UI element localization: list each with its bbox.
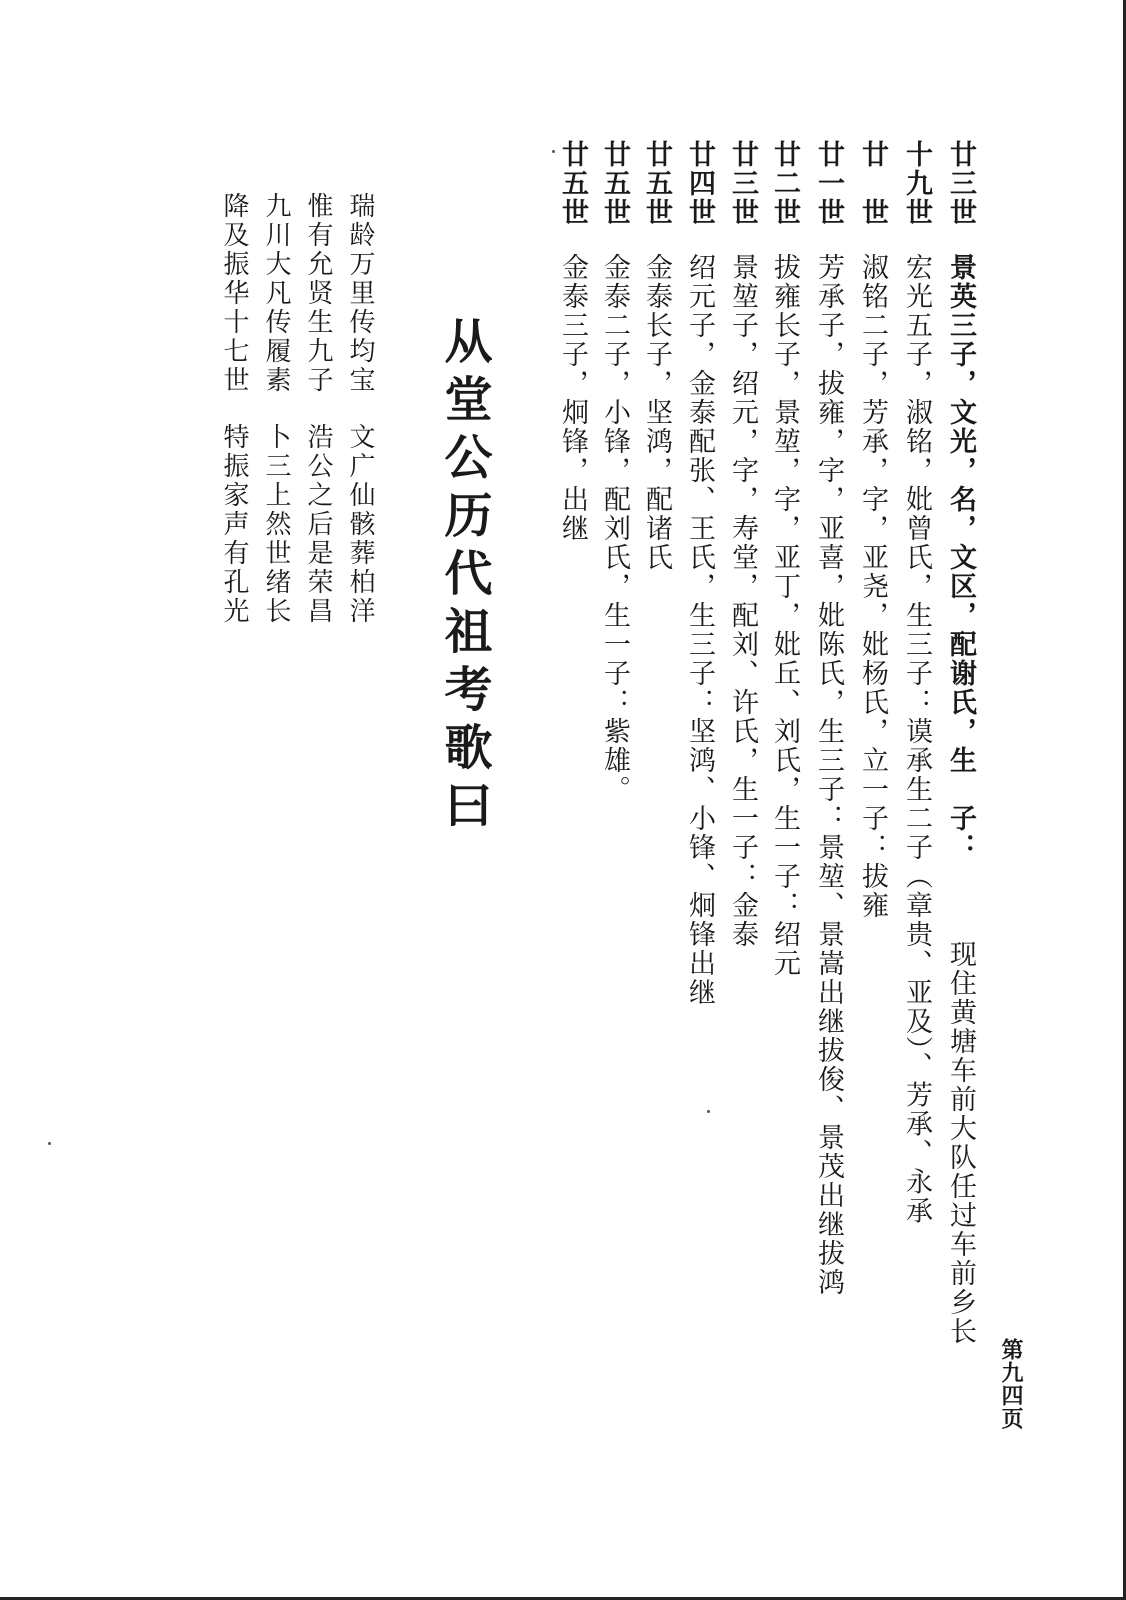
poem-line-second: 文广仙骸葬柏洋: [345, 423, 375, 626]
genealogy-entry: [601, 140, 628, 804]
generation-label: 廿三世: [727, 140, 758, 227]
scan-speck: [707, 1110, 710, 1113]
entry-text: 拔雍长子，景堃，字，亚丁，妣丘、刘氏，生一子：绍元: [769, 253, 800, 978]
page-number: 第九四页: [998, 1338, 1024, 1430]
poem-line-first: 瑞龄万里传均宝: [345, 192, 375, 395]
poem-title: 从堂公历代祖考歌曰: [436, 316, 492, 838]
entry-text: 绍元子，金泰配张、王氏，生三子：坚鸿、小锋、炯锋出继: [684, 253, 715, 1007]
entry-text: 金泰三子，炯锋，出继: [557, 253, 588, 543]
genealogy-entry: [643, 140, 670, 572]
generation-label: 廿五世: [599, 140, 630, 227]
genealogy-entry: [903, 140, 930, 1226]
entry-text: 宏光五子，淑铭，妣曾氏，生三子：谟承生二子（章贵、亚及）、芳承、永承: [901, 253, 932, 1226]
entry-text: 芳承子，拔雍，字，亚喜，妣陈氏，生三子：景堃、景嵩出继拔俊、景茂出继拔鸿: [813, 253, 844, 1297]
genealogy-entry: [947, 140, 974, 862]
generation-label: 廿五世: [557, 140, 588, 227]
generation-label: 廿五世: [641, 140, 672, 227]
poem-line: [263, 192, 289, 626]
entry-note-text: 现住黄塘车前大队任过车前乡长: [945, 940, 976, 1346]
genealogy-entry: [686, 140, 713, 1007]
entry-text: 淑铭二子，芳承，字，亚尧，妣杨氏，立一子：拔雍: [857, 253, 888, 920]
entry-text: 金泰长子，坚鸿，配诸氏: [641, 253, 672, 572]
entry-note: [947, 940, 974, 1346]
poem-line: [305, 192, 331, 626]
generation-label: 廿四世: [684, 140, 715, 227]
poem-line-first: 惟有允贤生九子: [303, 192, 333, 395]
entry-text: 景英三子，文光，名，文区，配谢氏，生 子：: [945, 253, 976, 862]
genealogy-entry: [859, 140, 886, 920]
generation-label: 廿 世: [857, 140, 888, 227]
genealogy-entry: [729, 140, 756, 949]
poem-line-second: 卜三上然世绪长: [261, 423, 291, 626]
poem-line-second: 浩公之后是荣昌: [303, 423, 333, 626]
poem-line-second: 特振家声有孔光: [219, 423, 249, 626]
poem-line: [221, 192, 247, 626]
entry-text: 景堃子，绍元，字，寿堂，配刘、许氏，生一子：金泰: [727, 253, 758, 949]
generation-label: 十九世: [901, 140, 932, 227]
generation-label: 廿三世: [945, 140, 976, 227]
genealogy-entry: [771, 140, 798, 978]
scan-speck: [48, 1142, 51, 1145]
genealogy-entry: [559, 140, 586, 543]
generation-label: 廿一世: [813, 140, 844, 227]
generation-label: 廿二世: [769, 140, 800, 227]
scan-speck: [552, 150, 555, 153]
poem-line: [347, 192, 373, 626]
genealogy-entry: [815, 140, 842, 1297]
poem-line-first: 降及振华十七世: [219, 192, 249, 395]
poem-line-first: 九川大凡传履素: [261, 192, 291, 395]
entry-text: 金泰二子，小锋，配刘氏，生一子：紫雄。: [599, 253, 630, 804]
